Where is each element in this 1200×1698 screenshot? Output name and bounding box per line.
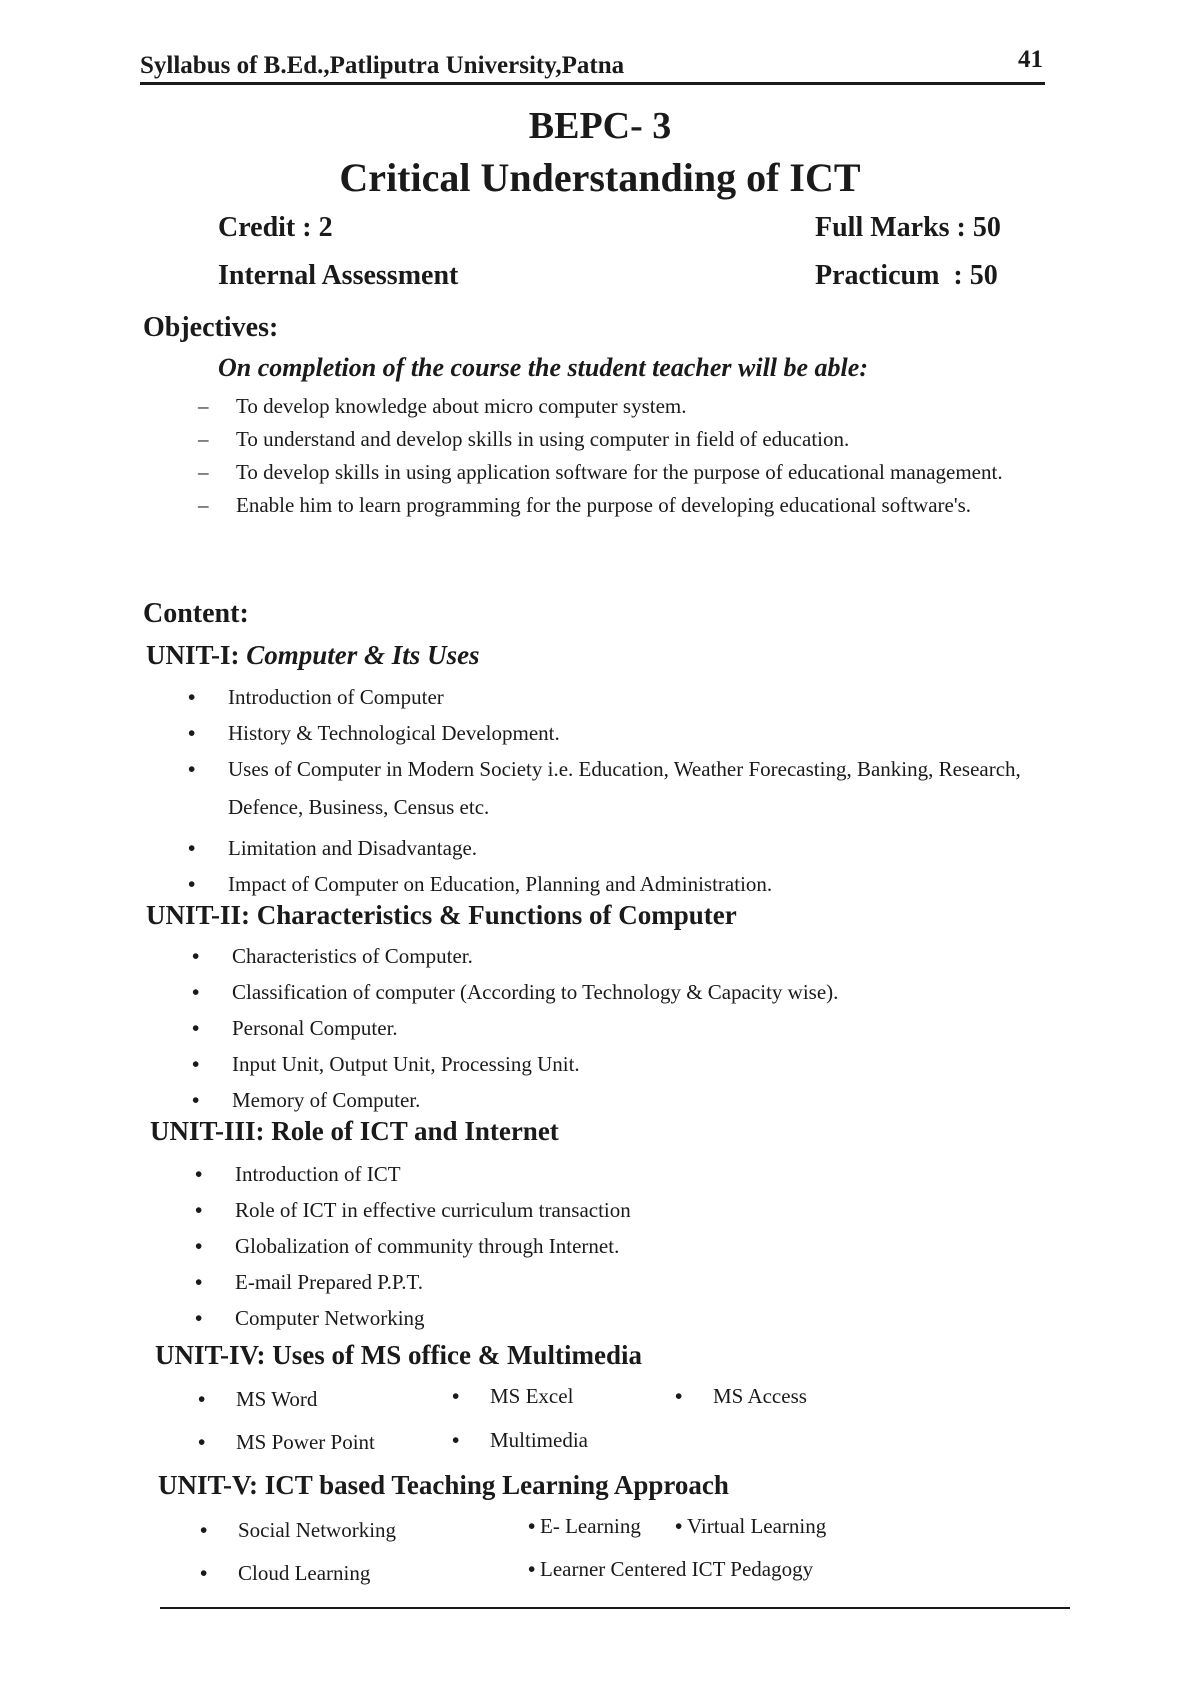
unit-1-list bbox=[188, 683, 1068, 906]
header-title: Syllabus of B.Ed.,Patliputra University,Patna bbox=[140, 52, 625, 79]
list-item: • Role of ICT in effective curriculum transaction bbox=[195, 1196, 1075, 1224]
list-item: • E-mail Prepared P.P.T. bbox=[195, 1268, 1075, 1296]
list-item: • Computer Networking bbox=[195, 1304, 1075, 1332]
objectives-intro: On completion of the course the student teacher will be able: bbox=[218, 353, 868, 382]
unit-3-list bbox=[195, 1160, 1075, 1340]
list-item: • Characteristics of Computer. bbox=[192, 942, 1072, 970]
objective-item: – To develop skills in using application software for the purpose of educational management. bbox=[198, 459, 1048, 486]
unit-4-heading: UNIT-IV: Uses of MS office & Multimedia bbox=[155, 1340, 642, 1370]
list-item: • Virtual Learning bbox=[675, 1514, 827, 1538]
objective-item: – To understand and develop skills in using computer in field of education. bbox=[198, 426, 1048, 453]
unit-2-heading: UNIT-II: Characteristics & Functions of Computer bbox=[146, 900, 737, 930]
list-item: • Uses of Computer in Modern Society i.e. Education, Weather Forecasting, Banking, Research, Defence, Business, Census etc. bbox=[188, 750, 1068, 826]
list-item: • Input Unit, Output Unit, Processing Unit. bbox=[192, 1050, 1072, 1078]
course-code: BEPC- 3 bbox=[528, 105, 672, 147]
list-item: • Memory of Computer. bbox=[192, 1086, 1072, 1114]
unit-3-heading: UNIT-III: Role of ICT and Internet bbox=[150, 1116, 559, 1146]
unit-1-heading bbox=[146, 640, 480, 671]
page-header bbox=[140, 42, 1045, 82]
objectives-heading: Objectives: bbox=[143, 312, 279, 343]
list-item: • History & Technological Development. bbox=[188, 719, 1068, 747]
list-item: • Introduction of ICT bbox=[195, 1160, 1075, 1188]
list-item: • Globalization of community through Internet. bbox=[195, 1232, 1075, 1260]
list-item: • E- Learning bbox=[528, 1514, 641, 1538]
footer-rule bbox=[160, 1607, 1070, 1609]
objective-item: – Enable him to learn programming for the purpose of developing educational software's. bbox=[198, 492, 1048, 519]
list-item: • Classification of computer (According to Technology & Capacity wise). bbox=[192, 978, 1072, 1006]
course-title: Critical Understanding of ICT bbox=[339, 155, 861, 200]
list-item: • Introduction of Computer bbox=[188, 683, 1068, 711]
page-number: 41 bbox=[1018, 46, 1043, 73]
list-item: • Impact of Computer on Education, Planning and Administration. bbox=[188, 870, 1068, 898]
list-item: • Multimedia bbox=[452, 1428, 588, 1452]
list-item: • Personal Computer. bbox=[192, 1014, 1072, 1042]
unit-1-label: UNIT-I: bbox=[146, 640, 247, 670]
list-item: • Cloud Learning bbox=[200, 1561, 371, 1585]
list-item: • Limitation and Disadvantage. bbox=[188, 834, 1068, 862]
unit-1-title: Computer & Its Uses bbox=[246, 640, 480, 670]
unit-5-heading: UNIT-V: ICT based Teaching Learning Approach bbox=[158, 1470, 729, 1500]
list-item: • Social Networking bbox=[200, 1518, 397, 1542]
unit-2-list bbox=[192, 942, 1072, 1122]
credit: Credit : 2 bbox=[218, 212, 333, 243]
practicum: Practicum : 50 bbox=[815, 260, 998, 291]
list-item: • MS Word bbox=[198, 1387, 318, 1411]
list-item: • MS Power Point bbox=[198, 1430, 375, 1454]
objective-item: – To develop knowledge about micro computer system. bbox=[198, 393, 1048, 420]
list-item: • MS Access bbox=[675, 1384, 807, 1408]
list-item: • MS Excel bbox=[452, 1384, 574, 1408]
content-heading: Content: bbox=[143, 598, 249, 629]
header-rule bbox=[140, 82, 1045, 85]
objectives-list bbox=[198, 393, 1048, 525]
full-marks: Full Marks : 50 bbox=[815, 212, 1001, 243]
internal-assessment: Internal Assessment bbox=[218, 260, 459, 291]
list-item: • Learner Centered ICT Pedagogy bbox=[528, 1557, 814, 1581]
